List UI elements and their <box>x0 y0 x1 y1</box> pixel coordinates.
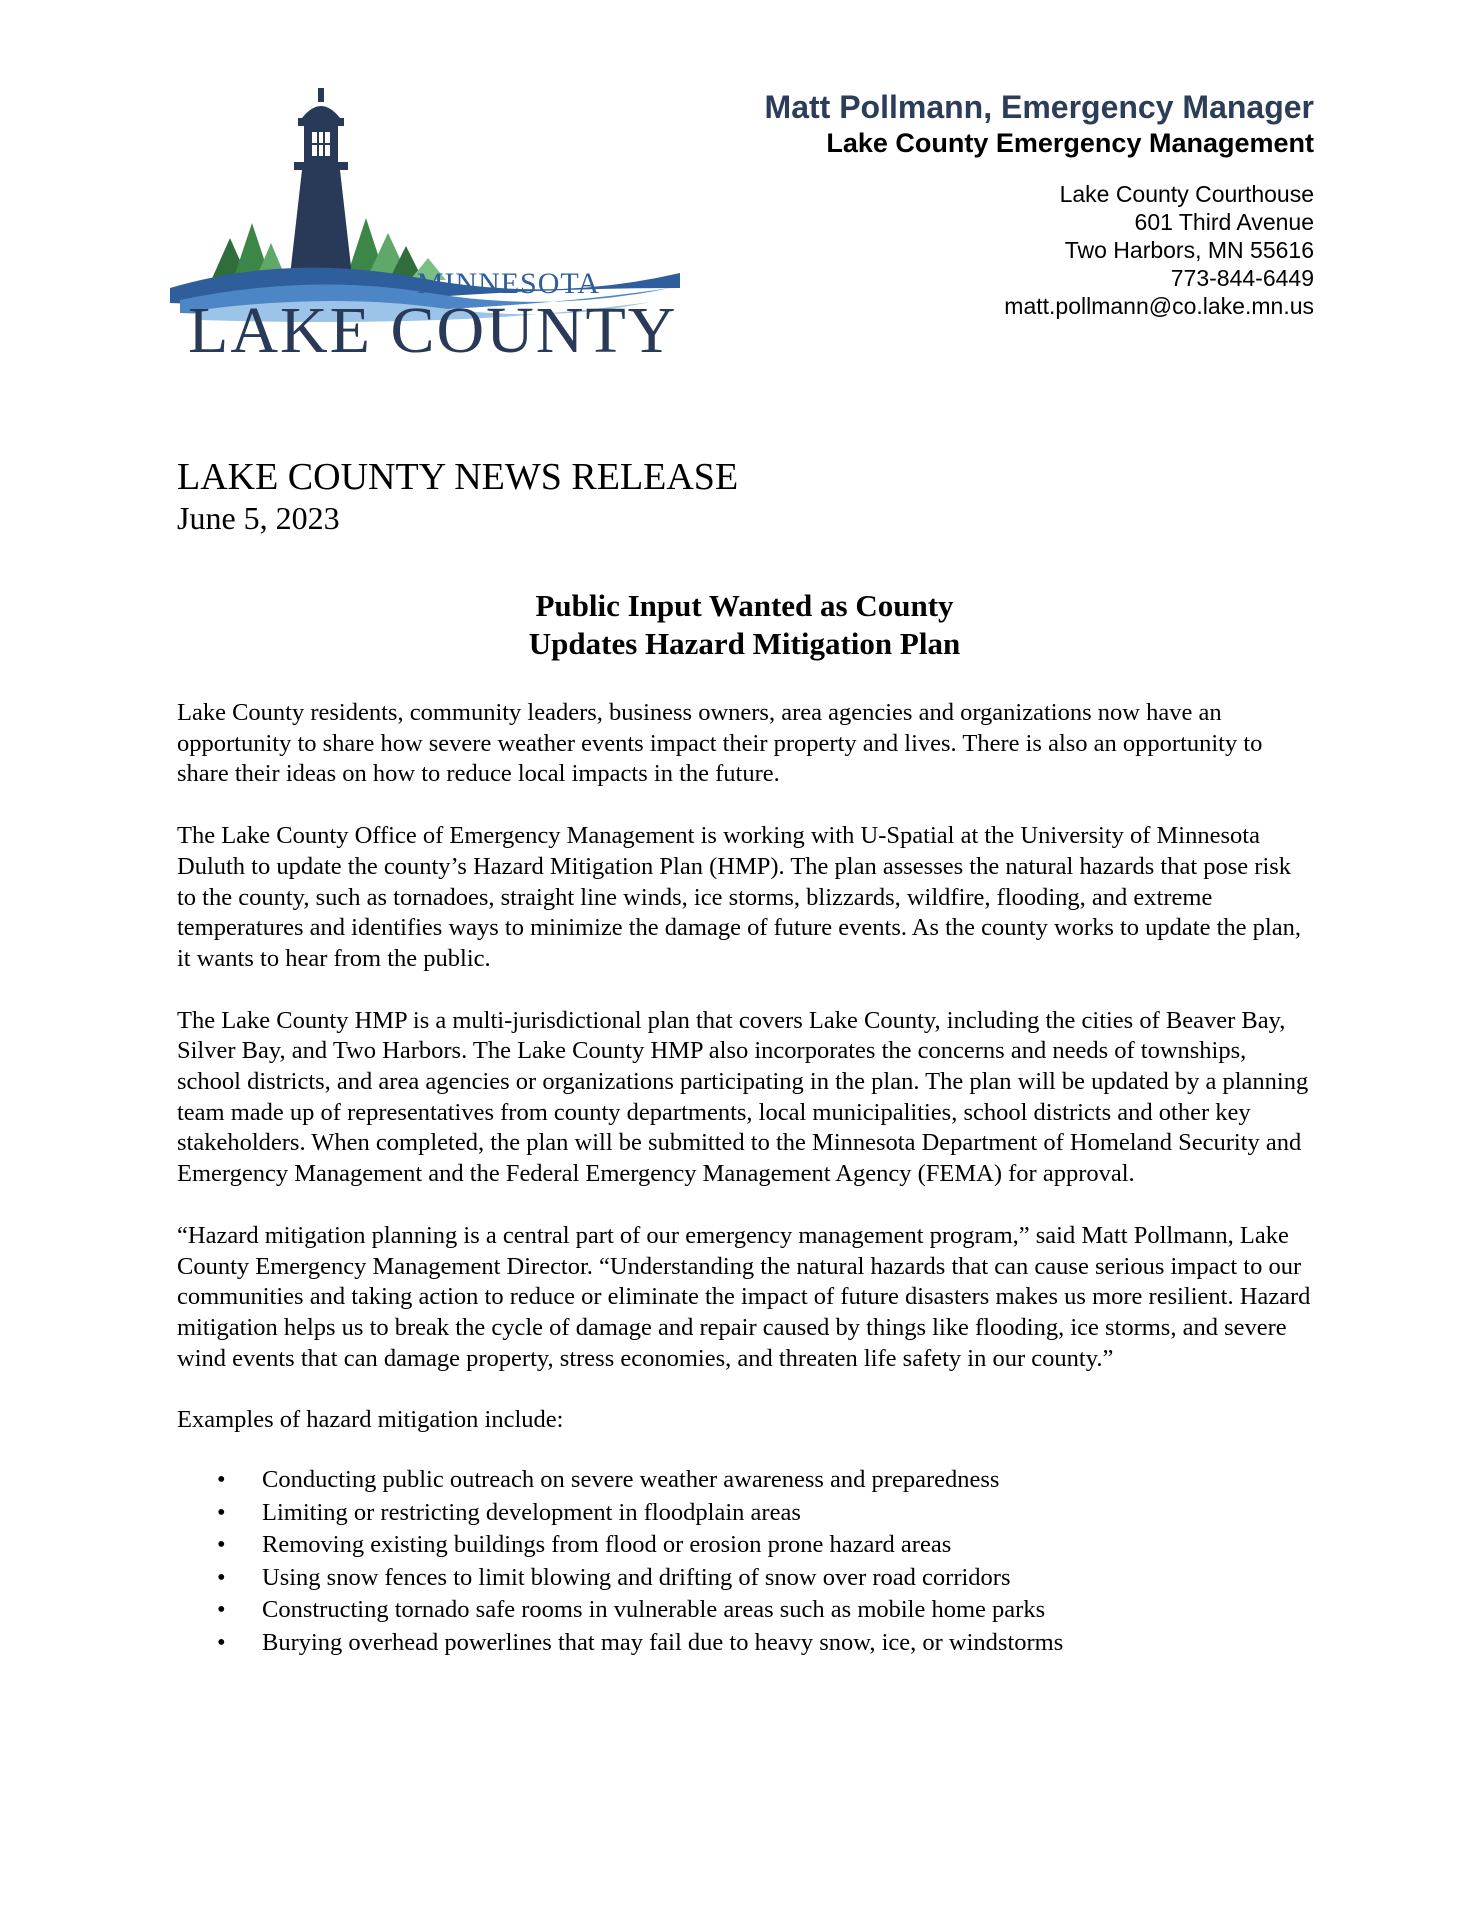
release-title: LAKE COUNTY NEWS RELEASE <box>177 456 739 498</box>
bullet-icon: • <box>217 1531 226 1559</box>
list-item <box>217 1464 1312 1497</box>
examples-intro: Examples of hazard mitigation include: <box>177 1406 564 1434</box>
contact-org: Lake County Emergency Management <box>826 128 1314 158</box>
bullet-icon: • <box>217 1498 226 1526</box>
paragraph: The Lake County Office of Emergency Management is working with U-Spatial at the University of Minnesota Duluth to update the county’s Hazard Mitigation Plan (HMP). The plan assesses the natural hazards that pose risk to the county, such as tornadoes, straight line winds, ice storms, blizzards, wildfire, flooding, and extreme temperatures and identifies ways to minimize the damage of future events. As the county works to update the plan, it wants to hear from the public. <box>177 822 1301 972</box>
list-item <box>217 1627 1312 1660</box>
logo-state-text: MINNESOTA <box>416 267 600 300</box>
paragraph: The Lake County HMP is a multi-jurisdictional plan that covers Lake County, including the cities of Beaver Bay, Silver Bay, and Two Harbors. The Lake County HMP also incorporates the concerns and needs of townships, school districts, and area agencies or organizations participating in the plan. The plan will be updated by a planning team made up of representatives from county departments, local municipalities, school districts and other key stakeholders. When completed, the plan will be submitted to the Minnesota Department of Homeland Security and Emergency Management and the Federal Emergency Management Agency (FEMA) for approval. <box>177 1006 1309 1188</box>
contact-name: Matt Pollmann, Emergency Manager <box>764 89 1314 125</box>
paragraph: Lake County residents, community leaders, business owners, area agencies and organizations now have an opportunity to share how severe weather events impact their property and lives. There is also an opportunity to share their ideas on how to reduce local impacts in the future. <box>177 699 1263 788</box>
lighthouse-icon <box>288 88 354 293</box>
list-item <box>217 1594 1312 1627</box>
headline <box>177 587 1312 663</box>
address-line: 601 Third Avenue <box>1134 209 1314 235</box>
list-item-text: Using snow fences to limit blowing and drifting of snow over road corridors <box>262 1563 1011 1591</box>
quote-paragraph: “Hazard mitigation planning is a central part of our emergency management program,” said Matt Pollmann, Lake County Emergency Management Director. “Understanding the natural hazards that can cause serious impact to our communities and taking action to reduce or eliminate the impact of future disasters makes us more resilient. Hazard mitigation helps us to break the cycle of damage and repair caused by things like flooding, ice storms, and severe wind events that can damage property, stress economies, and threaten life safety in our county.” <box>177 1221 1311 1372</box>
logo-county-text: LAKE COUNTY <box>188 294 678 358</box>
release-body <box>177 455 1312 1659</box>
release-date: June 5, 2023 <box>177 500 340 536</box>
list-item-text: Constructing tornado safe rooms in vulnerable areas such as mobile home parks <box>262 1596 1046 1624</box>
list-item-text: Burying overhead powerlines that may fail due to heavy snow, ice, or windstorms <box>262 1628 1064 1656</box>
examples-list <box>177 1464 1312 1659</box>
address-line: Lake County Courthouse <box>1059 181 1314 207</box>
contact-address <box>765 180 1314 320</box>
email-address: matt.pollmann@co.lake.mn.us <box>1004 293 1314 319</box>
list-item-text: Limiting or restricting development in floodplain areas <box>262 1498 801 1526</box>
lake-county-logo <box>170 88 680 358</box>
contact-block <box>765 88 1314 320</box>
phone-number: 773-844-6449 <box>1170 265 1314 291</box>
bullet-icon: • <box>217 1466 226 1494</box>
list-item <box>217 1497 1312 1530</box>
bullet-icon: • <box>217 1563 226 1591</box>
list-item <box>217 1562 1312 1595</box>
list-item <box>217 1529 1312 1562</box>
list-item-text: Conducting public outreach on severe weather awareness and preparedness <box>262 1466 1000 1494</box>
address-line: Two Harbors, MN 55616 <box>1064 237 1314 263</box>
list-item-text: Removing existing buildings from flood or erosion prone hazard areas <box>262 1531 952 1559</box>
bullet-icon: • <box>217 1628 226 1656</box>
bullet-icon: • <box>217 1596 226 1624</box>
headline-line: Updates Hazard Mitigation Plan <box>528 626 961 661</box>
headline-line: Public Input Wanted as County <box>535 588 954 623</box>
